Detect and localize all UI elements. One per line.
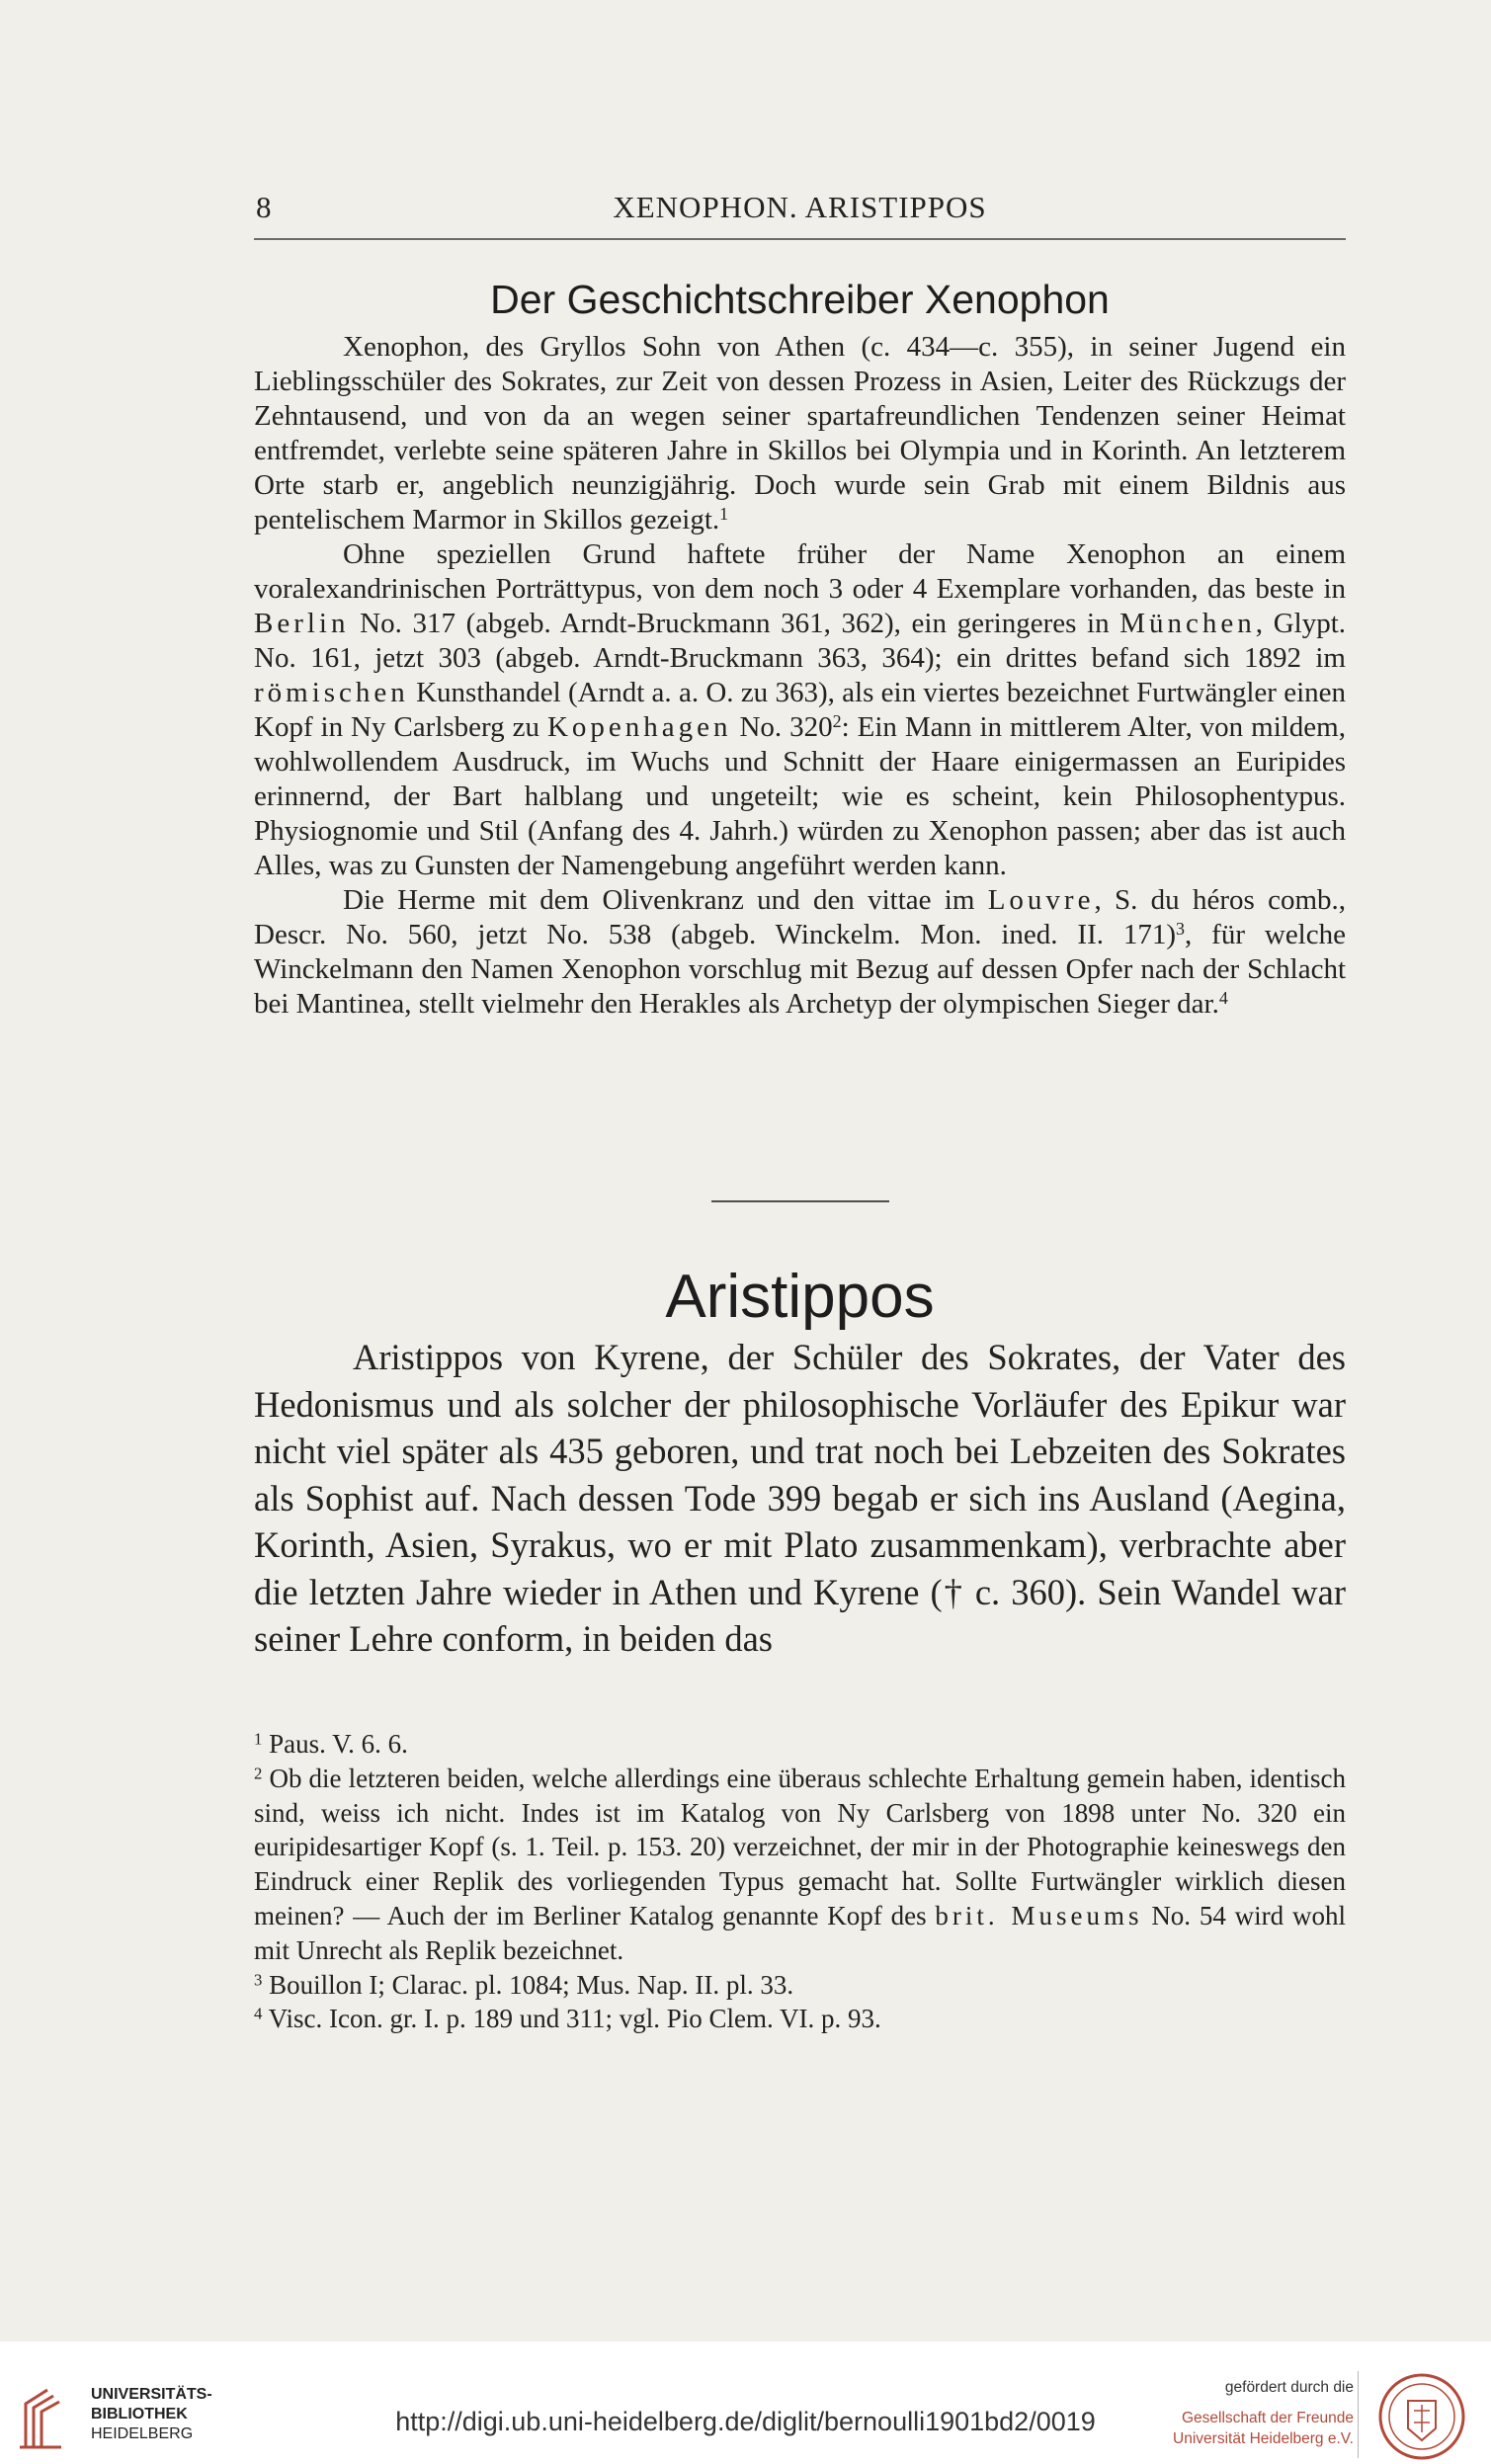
section-title-xenophon: Der Geschichtschreiber Xenophon <box>490 277 1110 322</box>
permalink-url[interactable]: http://digi.ub.uni-heidelberg.de/diglit/bernoulli1901bd2/0019 <box>395 2407 1096 2436</box>
library-name-line: HEIDELBERG <box>91 2425 194 2442</box>
sponsor-name-line: Universität Heidelberg e.V. <box>1173 2430 1354 2447</box>
text-run: , Glypt. No. 161, jetzt 303 (abgeb. Arndt-Bruckmann 363, 364); ein drittes befand sich 1892 im <box>254 608 1347 674</box>
footnote-text: Paus. V. 6. 6. <box>262 1729 408 1759</box>
footnote-ref: 2 <box>832 711 842 732</box>
footnote-1 <box>254 1727 1346 1762</box>
footnote-number: 4 <box>254 2005 263 2024</box>
library-name-line: UNIVERSITÄTS- <box>91 2386 212 2403</box>
footnotes <box>254 1727 1346 2036</box>
section-title-aristippos: Aristippos <box>665 1263 935 1331</box>
spaced-place-name: Kopenhagen <box>546 711 732 743</box>
text-run: Xenophon, des Gryllos Sohn von Athen (c. 434—c. 355), in seiner Jugend ein Lieblingsschüler des Sokrates, zur Zeit von dessen Prozess in Asien, Leiter des Rückzugs der Zehntausend, und von da an wegen seiner spartafreundlichen Tendenzen seiner Heimat entfremdet, verlebte seine späteren Jahre in Skillos bei Olympia und in Korinth. An letzterem Orte starb er, angeblich neunzigjährig. Doch wurde sein Grab mit einem Bildnis aus pentelischem Marmor in Skillos gezeigt. <box>254 331 1346 535</box>
university-seal-icon <box>1370 2371 1473 2462</box>
text-run: No. 320 <box>731 711 833 743</box>
footnote-4 <box>254 2002 1346 2036</box>
section-body-aristippos <box>254 1334 1346 1663</box>
text-run: Ohne speziellen Grund haftete früher der Name Xenophon an einem voralexandrinischen Porträttypus, von dem noch 3 oder 4 Exemplare vorhanden, das beste in <box>254 538 1346 605</box>
sponsor-intro: gefördert durch die <box>1224 2379 1354 2396</box>
footnote-number: 3 <box>254 1970 263 1990</box>
footnote-ref: 1 <box>719 504 729 525</box>
running-head <box>254 190 1346 229</box>
footnote-ref: 4 <box>1218 988 1228 1009</box>
paragraph <box>254 330 1346 537</box>
spaced-place-name: römischen <box>254 677 409 708</box>
footnote-text: Visc. Icon. gr. I. p. 189 und 311; vgl. Pio Clem. VI. p. 93. <box>262 2004 881 2034</box>
footnote-number: 1 <box>254 1729 263 1749</box>
footnote-text: Ob die letzteren beiden, welche allerdings eine überaus schlechte Erhaltung gemein haben, identisch sind, weiss ich nicht. Indes ist im Katalog von Ny Carlsberg von 1898 unter No. 320 ein euripidesartiger Kopf (s. 1. Teil. p. 153. 20) verzeichnet, der mir in der Photographie keineswegs den Eindruck einer Replik des vorliegenden Typus gemacht hat. Sollte Furtwängler wirklich diesen meinen? — Auch der im Berliner Katalog genannte Kopf des <box>254 1763 1346 1930</box>
text-run: : Ein Mann in mittlerem Alter, von mildem, wohlwollendem Ausdruck, im Wuchs und Schnitt der Haare einigermassen an Euripides erinnernd, der Bart halblang und ungeteilt; wie es scheint, kein Philosophentypus. Physiognomie und Stil (Anfang des 4. Jahrh.) würden zu Xenophon passen; aber das ist auch Alles, was zu Gunsten der Namengebung angeführt werden kann. <box>254 711 1346 881</box>
library-name-line: BIBLIOTHEK <box>91 2406 188 2423</box>
footnote-number: 2 <box>254 1764 263 1783</box>
footnote-3 <box>254 1968 1346 2003</box>
digitization-footer <box>0 2341 1491 2464</box>
text-run: Kunsthandel (Arndt a. a. O. zu 363), als ein viertes bezeichnet Furtwängler einen Kopf in Ny Carlsberg zu <box>254 677 1346 743</box>
running-title: XENOPHON. ARISTIPPOS <box>613 190 987 224</box>
footnote-2 <box>254 1762 1346 1968</box>
section-body-xenophon <box>254 330 1346 1022</box>
spaced-place-name: München <box>1119 608 1256 639</box>
text-run: , für welche Winckelmann den Namen Xenophon vorschlug mit Bezug auf dessen Opfer nach der Schlacht bei Mantinea, stellt vielmehr den Herakles als Archetyp der olympischen Sieger dar. <box>254 919 1346 1020</box>
text-run: No. 317 (abgeb. Arndt-Bruckmann 361, 362), ein geringeres in <box>349 608 1120 639</box>
spaced-place-name: Louvre <box>987 884 1095 916</box>
sponsor-name-line: Gesellschaft der Freunde <box>1181 2410 1354 2426</box>
text-run: Die Herme mit dem Olivenkranz und den vittae im <box>343 884 988 916</box>
spaced-place-name: Berlin <box>254 608 350 639</box>
sponsor-credit <box>1136 2377 1354 2449</box>
footnote-ref: 3 <box>1176 919 1186 940</box>
footnote-text: Bouillon I; Clarac. pl. 1084; Mus. Nap. II. pl. 33. <box>262 1969 794 2000</box>
spaced-place-name: brit. Museums <box>935 1900 1143 1930</box>
paragraph <box>254 883 1346 1022</box>
text-run: , S. du héros comb., Descr. No. 560, jetzt No. 538 (abgeb. Winckelm. Mon. ined. II. 171) <box>254 884 1346 950</box>
page-number: 8 <box>256 190 272 224</box>
footer-divider <box>1358 2371 1359 2458</box>
section-divider <box>711 1200 889 1202</box>
paragraph <box>254 537 1346 883</box>
footnote-text: No. 54 wird wohl mit Unrecht als Replik bezeichnet. <box>254 1900 1346 1965</box>
paragraph: Aristippos von Kyrene, der Schüler des Sokrates, der Vater des Hedonismus und als solcher der philosophische Vorläufer des Epikur war nicht viel später als 435 geboren, und trat noch bei Lebzeiten des Sokrates als Sophist auf. Nach dessen Tode 399 begab er sich ins Ausland (Aegina, Korinth, Asien, Syrakus, wo er mit Plato zusammenkam), verbrachte aber die letzten Jahre wieder in Athen und Kyrene († c. 360). Sein Wandel war seiner Lehre conform, in beiden das <box>254 1337 1346 1659</box>
header-rule <box>254 238 1346 240</box>
